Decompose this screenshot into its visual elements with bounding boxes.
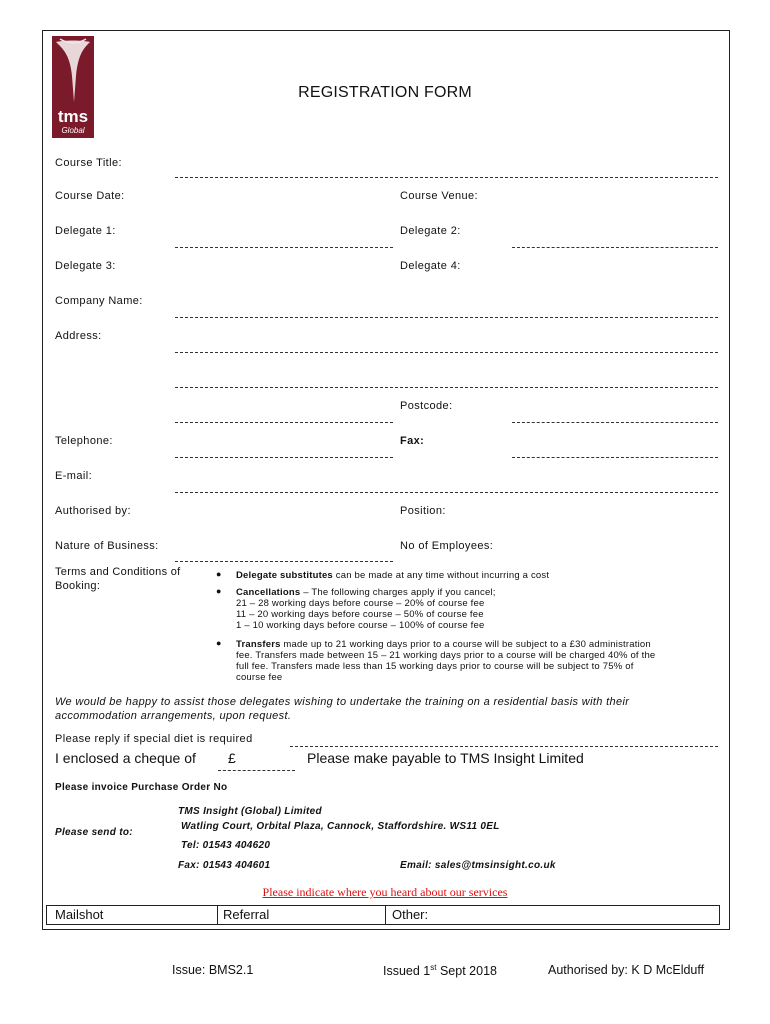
email-field[interactable] [175,492,718,493]
delegate-2-label: Delegate 2: [400,225,461,237]
delegate-1-field[interactable] [175,247,393,248]
terms-delegate-substitutes: Delegate substitutes can be made at any time without incurring a cost [236,570,550,581]
send-to-tel: Tel: 01543 404620 [181,840,271,851]
send-to-company: TMS Insight (Global) Limited [178,806,322,817]
heard-about-prompt: Please indicate where you heard about our services [262,885,508,899]
address-field-line-2[interactable] [175,387,718,388]
currency-symbol: £ [228,750,236,766]
terms-transfers: Transfers made up to 21 working days prior to a course will be subject to a £30 administration fee. Transfers made between 15 – 21 working days prior to a course will be charged 40% of the full fee. Transfers made less than 15 working days prior to course will be subject to 75% of course fee [236,639,656,683]
address-field-line-1[interactable] [175,352,718,353]
authorised-signatory: Authorised by: K D McElduff [548,963,705,977]
send-to-address: Watling Court, Orbital Plaza, Cannock, Staffordshire. WS11 0EL [181,821,500,832]
source-table [46,905,720,925]
authorised-by-label: Authorised by: [55,505,131,517]
delegate-4-label: Delegate 4: [400,260,461,272]
delegate-2-field[interactable] [512,247,718,248]
course-title-field[interactable] [175,177,718,178]
cheque-label: I enclosed a cheque of [55,750,196,766]
form-border [42,30,730,930]
delegate-3-label: Delegate 3: [55,260,116,272]
send-to-label: Please send to: [55,827,133,838]
fax-label: Fax: [400,435,425,447]
postcode-field[interactable] [512,422,718,423]
source-referral[interactable]: Referral [223,907,270,922]
table-divider [217,906,218,924]
svg-text:Global: Global [61,126,85,135]
table-divider [385,906,386,924]
special-diet-label: Please reply if special diet is required [55,733,253,745]
course-date-label: Course Date: [55,190,125,202]
postcode-label: Postcode: [400,400,453,412]
source-mailshot[interactable]: Mailshot [55,907,104,922]
payable-note: Please make payable to TMS Insight Limited [307,750,584,766]
bullet-dot: ● [216,586,222,596]
send-to-fax: Fax: 01543 404601 [178,860,271,871]
issue-date: Issued 1st Sept 2018 [383,963,497,979]
terms-label: Terms and Conditions of Booking: [55,566,181,592]
send-to-email: Email: sales@tmsinsight.co.uk [400,860,556,871]
telephone-label: Telephone: [55,435,113,447]
fax-field[interactable] [512,457,718,458]
bullet-dot: ● [216,638,222,648]
nature-of-business-label: Nature of Business: [55,540,159,552]
telephone-field[interactable] [175,457,393,458]
address-label: Address: [55,330,102,342]
company-name-label: Company Name: [55,295,143,307]
invoice-po-label: Please invoice Purchase Order No [55,782,228,793]
no-of-employees-label: No of Employees: [400,540,494,552]
source-other[interactable]: Other: [392,907,429,922]
svg-text:tms: tms [57,107,89,126]
page-title: REGISTRATION FORM [298,84,472,101]
position-label: Position: [400,505,446,517]
email-label: E-mail: [55,470,93,482]
course-title-label: Course Title: [55,157,122,169]
company-name-field[interactable] [175,317,718,318]
cheque-amount-field[interactable] [218,770,295,771]
address-field-line-3[interactable] [175,422,393,423]
terms-cancellations: Cancellations – The following charges apply if you cancel; 21 – 28 working days before course – 20% of course fee 11 – 20 working days before course – 50% of course fee 1 – 10 working days before course – 100% of course fee [236,587,496,631]
special-diet-field[interactable] [290,746,718,747]
course-venue-label: Course Venue: [400,190,478,202]
bullet-dot: ● [216,569,222,579]
residential-note: We would be happy to assist those delegates wishing to undertake the training on a residential basis with their accommodation arrangements, upon request. [55,696,630,722]
nature-of-business-field[interactable] [175,561,393,562]
issue-number: Issue: BMS2.1 [172,963,254,977]
delegate-1-label: Delegate 1: [55,225,116,237]
